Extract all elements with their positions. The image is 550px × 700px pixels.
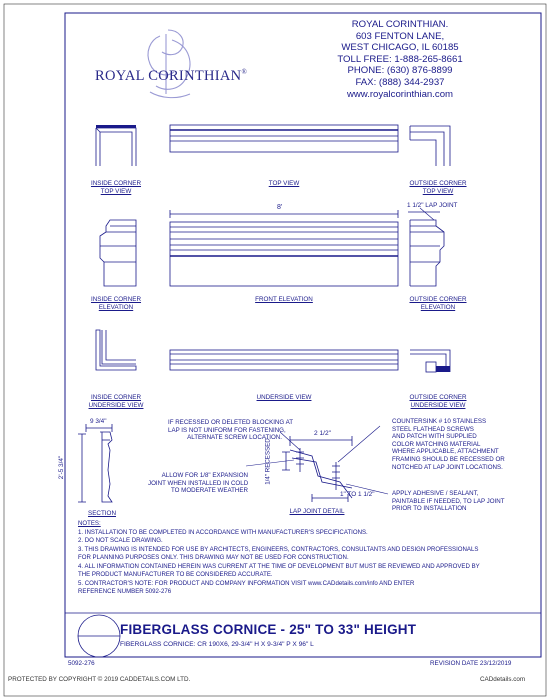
copyright-text: PROTECTED BY COPYRIGHT © 2019 CADDETAILS.COM LTD. [8, 676, 191, 683]
notes-block [78, 520, 480, 597]
front-elevation [170, 210, 398, 286]
trademark-symbol: ® [241, 68, 248, 76]
note-line: THE PRODUCT MANUFACTURER TO BE CONSIDERED ACCURATE. [78, 571, 273, 579]
company-toll-free: TOLL FREE: 1-888-265-8661 [337, 53, 463, 65]
drawing-subtitle: FIBERGLASS CORNICE: CR 190X6, 29-3/4" H X 9-3/4" P X 96" L [120, 641, 314, 648]
inside-corner-elevation [100, 220, 136, 286]
revision-date: REVISION DATE 23/12/2019 [430, 660, 512, 667]
company-website[interactable]: www.royalcorinthian.com [346, 88, 454, 100]
dim-lap-overlap: 1" TO 1 1/2" [340, 491, 375, 498]
outside-corner-underside-view [410, 350, 450, 372]
dim-section-width: 9 3/4" [90, 418, 107, 425]
note-line: 1. INSTALLATION TO BE COMPLETED IN ACCORDANCE WITH MANUFACTURER'S SPECIFICATIONS. [78, 528, 368, 536]
logo-text: ROYAL CORINTHIAN [95, 68, 242, 84]
section-profile [78, 424, 112, 502]
callout-screws: COUNTERSINK # 10 STAINLESS STEEL FLATHEAD SCREWS AND PATCH WITH SUPPLIED COLOR MATCHING MATERIAL WHERE APPLICABLE, ATTACHMENT FRAMING SHOULD BE RECESSED OR NOTCHED AT LAP JOINT LOCATIONS. [392, 418, 505, 471]
note-line: 4. ALL INFORMATION CONTAINED HEREIN WAS CURRENT AT THE TIME OF DEVELOPMENT BUT MUST BE REVIEWED AND APPROVED BY [78, 562, 480, 570]
company-address-2: WEST CHICAGO, IL 60185 [341, 42, 459, 54]
company-address-1: 603 FENTON LANE, [355, 30, 445, 42]
note-line: REFERENCE NUMBER 5092-276 [78, 588, 172, 596]
company-logo [95, 68, 247, 85]
company-phone: PHONE: (630) 876-8899 [347, 65, 453, 77]
dim-length: 8' [277, 204, 283, 211]
logo-monogram [148, 30, 190, 98]
label-inside-corner-top: INSIDE CORNER TOP VIEW [90, 180, 142, 195]
note-line: 5. CONTRACTOR'S NOTE: FOR PRODUCT AND COMPANY INFORMATION VISIT www.CADdetails.com/info AND ENTER [78, 579, 415, 587]
underside-view [170, 350, 398, 370]
dim-lap-width: 2 1/2" [314, 430, 332, 437]
label-outside-corner-underside: OUTSIDE CORNER UNDERSIDE VIEW [409, 394, 467, 409]
company-fax: FAX: (888) 344-2937 [355, 76, 445, 88]
top-view [170, 125, 398, 152]
inside-corner-top-view [96, 125, 136, 166]
label-lap-joint-detail: LAP JOINT DETAIL [289, 508, 345, 515]
note-line: 2. DO NOT SCALE DRAWING. [78, 537, 163, 545]
label-underside-view: UNDERSIDE VIEW [256, 394, 312, 401]
footer-brand-link[interactable]: CADdetails.com [480, 676, 526, 683]
label-outside-corner-elevation: OUTSIDE CORNER ELEVATION [409, 296, 467, 311]
label-section: SECTION [88, 510, 116, 517]
dim-recessed: 1/4" RECESSED [264, 438, 272, 485]
outside-corner-elevation [408, 212, 444, 286]
label-outside-corner-top: OUTSIDE CORNER TOP VIEW [409, 180, 467, 195]
company-info [300, 19, 500, 100]
note-line: FOR PLANNING PURPOSES ONLY. THIS DRAWING MAY NOT BE USED FOR CONSTRUCTION. [78, 554, 349, 562]
label-front-elevation: FRONT ELEVATION [255, 296, 313, 303]
outside-corner-top-view [410, 126, 450, 166]
callout-expansion: ALLOW FOR 1/8" EXPANSION JOINT WHEN INSTALLED IN COLD TO MODERATE WEATHER [148, 472, 249, 495]
dim-section-height: 2'-5 3/4" [58, 455, 66, 480]
callout-adhesive: APPLY ADHESIVE / SEALANT, PAINTABLE IF NEEDED, TO LAP JOINT PRIOR TO INSTALLATION [392, 490, 505, 513]
label-top-view: TOP VIEW [268, 180, 300, 187]
label-inside-corner-underside: INSIDE CORNER UNDERSIDE VIEW [88, 394, 144, 409]
notes-heading: NOTES: [78, 520, 101, 527]
label-inside-corner-elevation: INSIDE CORNER ELEVATION [90, 296, 142, 311]
note-line: 3. THIS DRAWING IS INTENDED FOR USE BY ARCHITECTS, ENGINEERS, CONTRACTORS, CONSULTANTS AND DESIGN PROFESSIONALS [78, 545, 479, 553]
company-name: ROYAL CORINTHIAN. [351, 19, 449, 30]
reference-number: 5092-276 [68, 660, 95, 667]
drawing-title: FIBERGLASS CORNICE - 25" TO 33" HEIGHT [120, 622, 417, 637]
dim-lap-joint: 1 1/2" LAP JOINT [407, 202, 458, 209]
callout-blocking: IF RECESSED OR DELETED BLOCKING AT LAP IS NOT UNIFORM FOR FASTENING, ALTERNATE SCREW LOCATION. [168, 419, 294, 442]
inside-corner-underside-view [96, 330, 136, 370]
detail-bubble [78, 615, 120, 657]
